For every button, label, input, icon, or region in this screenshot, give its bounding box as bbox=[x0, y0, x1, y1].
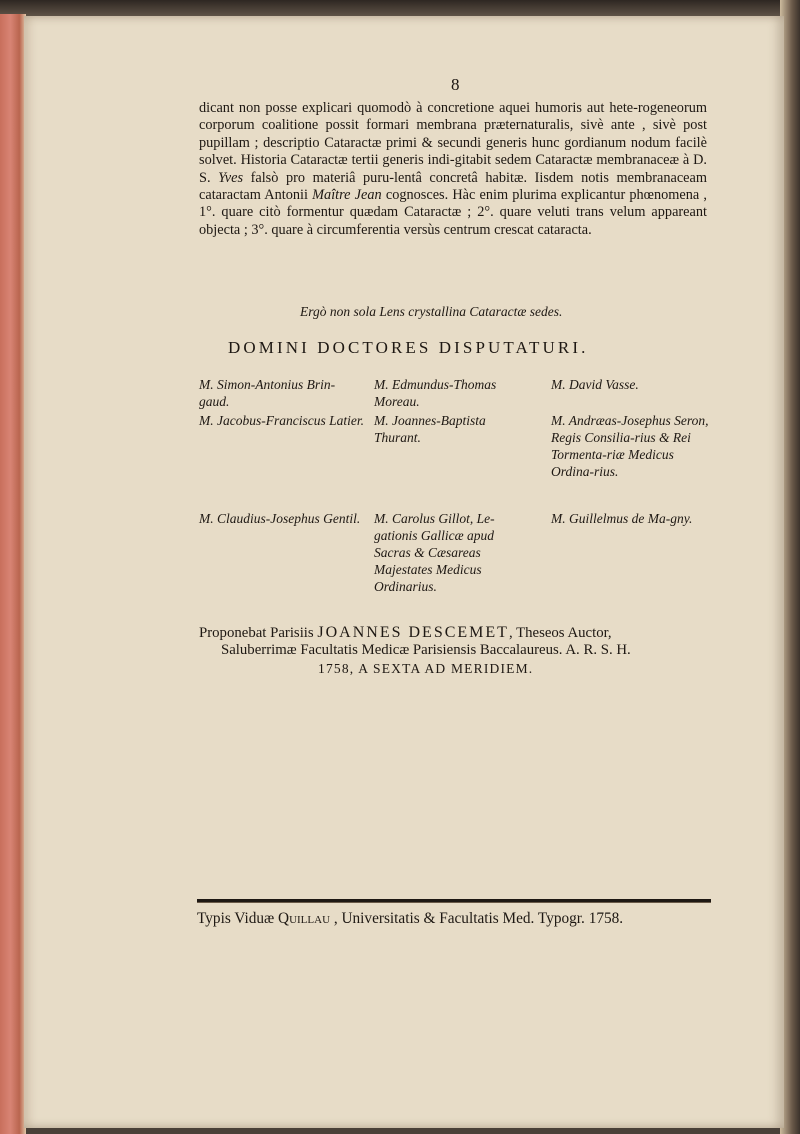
proposer-line-1 bbox=[199, 624, 711, 642]
proposer-prefix: Proponebat Parisiis bbox=[199, 625, 318, 641]
doctor-entry: M. Edmundus-Thomas Moreau. bbox=[374, 377, 497, 409]
doctor-entry: M. Joannes-Baptista Thurant. bbox=[374, 413, 486, 445]
doctor-entry: M. Jacobus-Franciscus Latier. bbox=[199, 413, 364, 428]
doctor-entry: M. David Vasse. bbox=[551, 377, 639, 392]
thesis-conclusion: Ergò non sola Lens crystallina Cataractæ sedes. bbox=[300, 304, 563, 319]
doctors-column-3 bbox=[551, 376, 711, 527]
doctor-entry: M. Claudius-Josephus Gentil. bbox=[199, 511, 361, 526]
printer-imprint bbox=[197, 910, 717, 928]
para-text-2: falsò pro materiâ puru-lentâ concretâ habitæ. Iisdem notis membranaceam cataractam Antonii bbox=[199, 169, 707, 204]
doctors-column-1 bbox=[199, 376, 364, 527]
body-paragraph bbox=[199, 100, 707, 239]
proposer-suffix: , Theseos Auctor, bbox=[508, 625, 612, 641]
doctor-entry: M. Simon-Antonius Brin-gaud. bbox=[199, 377, 336, 409]
doctor-entry: M. Andræas-Josephus Seron, Regis Consilia-rius & Rei Tormenta-riæ Medicus Ordina-rius. bbox=[551, 413, 709, 479]
proposer-block bbox=[199, 624, 711, 677]
page-number: 8 bbox=[451, 75, 460, 94]
para-text-3: cognosces. Hàc enim plurima explicantur phœnomena , 1°. quare citò formentur quædam Cataractæ ; 2°. quare veluti trans velum appareant objecta ; 3°. quare à circumferentia versùs centrum crescat cataracta. bbox=[199, 187, 708, 238]
horizontal-rule bbox=[197, 899, 711, 903]
doctors-column-2 bbox=[374, 376, 534, 595]
doctor-entry: M. Carolus Gillot, Le-gationis Gallicæ apud Sacras & Cæsareas Majestates Medicus Ordinarius. bbox=[374, 511, 495, 594]
imprint-suffix: , Universitatis & Facultatis Med. Typogr. 1758. bbox=[330, 910, 624, 927]
section-heading: DOMINI DOCTORES DISPUTATURI. bbox=[228, 338, 589, 357]
para-text-1: dicant non posse explicari quomodò à concretione aquei humoris aut hete-rogeneorum corporum coalitione possit formari membrana præternaturalis, sivè ante , sivè post pupillam ; descriptio Cataractæ primi & secundi generis hunc gordianum nodum facilè solvet. Historia Cataractæ tertii generis indi-gitabit sedem Cataractæ membranaceæ à D. S. bbox=[199, 100, 707, 186]
page-edge-left bbox=[0, 14, 26, 1134]
proposer-date-line: 1758, A SEXTA AD MERIDIEM. bbox=[318, 661, 534, 676]
proposer-line-2: Saluberrimæ Facultatis Medicæ Parisiensis Baccalaureus. A. R. S. H. bbox=[221, 642, 631, 658]
imprint-prefix: Typis Viduæ bbox=[197, 910, 279, 927]
para-name-yves: Yves bbox=[218, 169, 244, 186]
doctor-entry: M. Guillelmus de Ma-gny. bbox=[551, 511, 693, 526]
proposer-name: JOANNES DESCEMET bbox=[317, 624, 509, 641]
imprint-printer: Quillau bbox=[278, 910, 331, 927]
para-name-maitre: Maître Jean bbox=[312, 187, 382, 204]
